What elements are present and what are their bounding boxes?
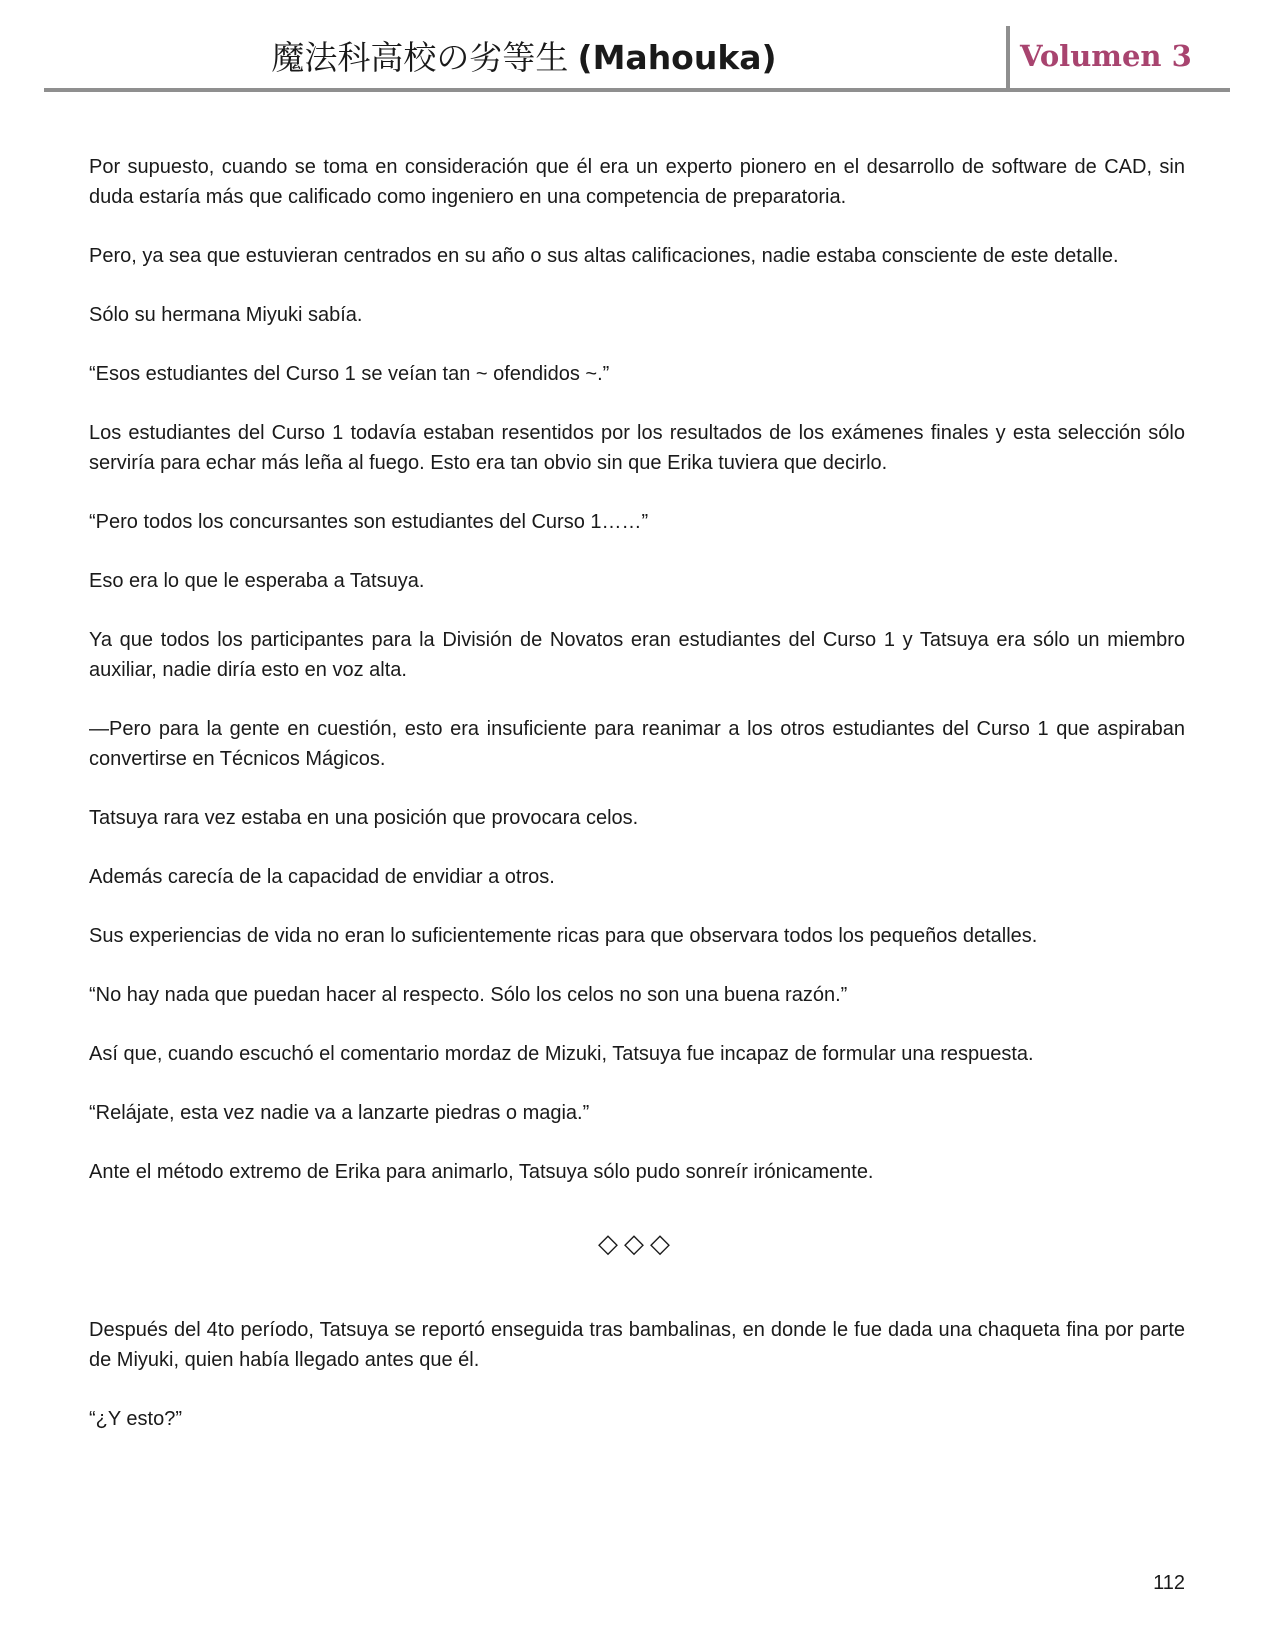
book-title-japanese: 魔法科高校の劣等生 bbox=[271, 39, 569, 76]
book-title bbox=[44, 36, 1004, 80]
paragraph: Eso era lo que le esperaba a Tatsuya. bbox=[89, 570, 425, 592]
page-body bbox=[89, 152, 1185, 1434]
paragraph: “Esos estudiantes del Curso 1 se veían tan ~ ofendidos ~.” bbox=[89, 363, 610, 385]
paragraph: Ante el método extremo de Erika para animarlo, Tatsuya sólo pudo sonreír irónicamente. bbox=[89, 1161, 874, 1183]
paragraph: Ya que todos los participantes para la División de Novatos eran estudiantes del Curso 1 y Tatsuya era sólo un miembro auxiliar, nadie diría esto en voz alta. bbox=[89, 629, 1185, 681]
paragraph: Por supuesto, cuando se toma en consideración que él era un experto pionero en el desarrollo de software de CAD, sin duda estaría más que calificado como ingeniero en una competencia de preparatoria. bbox=[89, 156, 1185, 208]
header-divider bbox=[1006, 26, 1010, 88]
scene-break-separator: ◇◇◇ bbox=[598, 1229, 676, 1259]
paragraph: Así que, cuando escuchó el comentario mordaz de Mizuki, Tatsuya fue incapaz de formular una respuesta. bbox=[89, 1043, 1034, 1065]
paragraphs-after-break bbox=[89, 1315, 1185, 1434]
book-title-latin: (Mahouka) bbox=[577, 38, 777, 77]
paragraph: Pero, ya sea que estuvieran centrados en su año o sus altas calificaciones, nadie estaba consciente de este detalle. bbox=[89, 245, 1119, 267]
page-number: 112 bbox=[1153, 1572, 1185, 1594]
paragraph: Tatsuya rara vez estaba en una posición que provocara celos. bbox=[89, 807, 639, 829]
paragraph: “Relájate, esta vez nadie va a lanzarte piedras o magia.” bbox=[89, 1102, 590, 1124]
paragraph: Los estudiantes del Curso 1 todavía estaban resentidos por los resultados de los exámenes finales y esta selección sólo serviría para echar más leña al fuego. Esto era tan obvio sin que Erika tuviera que decirlo. bbox=[89, 422, 1185, 474]
paragraph: Sus experiencias de vida no eran lo suficientemente ricas para que observara todos los pequeños detalles. bbox=[89, 925, 1038, 947]
page-header bbox=[44, 26, 1230, 92]
paragraph: “Pero todos los concursantes son estudiantes del Curso 1……” bbox=[89, 511, 649, 533]
paragraph: —Pero para la gente en cuestión, esto era insuficiente para reanimar a los otros estudiantes del Curso 1 que aspiraban convertirse en Técnicos Mágicos. bbox=[89, 718, 1185, 770]
paragraph: Además carecía de la capacidad de envidiar a otros. bbox=[89, 866, 555, 888]
paragraph: “¿Y esto?” bbox=[89, 1408, 182, 1430]
paragraph: “No hay nada que puedan hacer al respecto. Sólo los celos no son una buena razón.” bbox=[89, 984, 848, 1006]
paragraph: Después del 4to período, Tatsuya se reportó enseguida tras bambalinas, en donde le fue dada una chaqueta fina por parte de Miyuki, quien había llegado antes que él. bbox=[89, 1319, 1185, 1371]
paragraphs-before-break bbox=[89, 152, 1185, 1187]
paragraph: Sólo su hermana Miyuki sabía. bbox=[89, 304, 363, 326]
volume-label: Volumen 3 bbox=[1020, 39, 1192, 73]
